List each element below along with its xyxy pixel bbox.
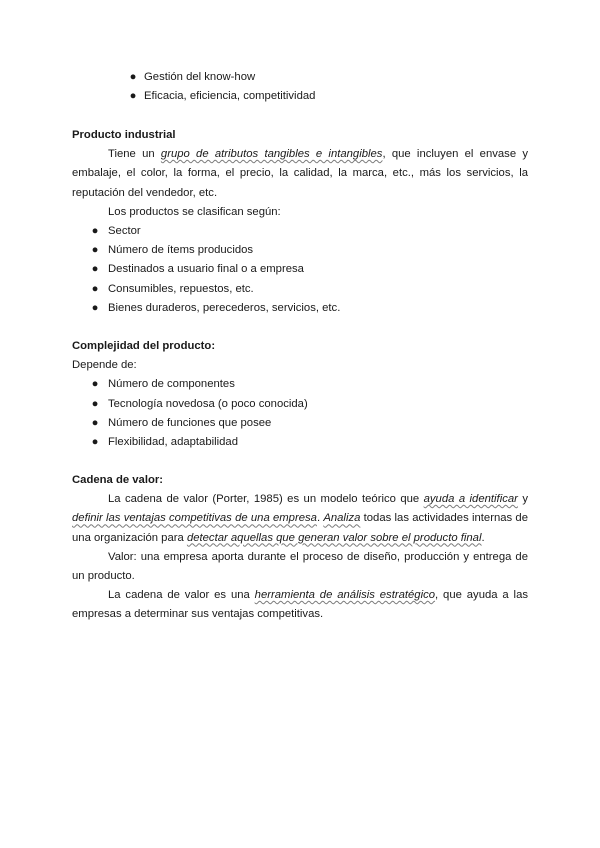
bullet-icon: ● [91,397,99,410]
paragraph: La cadena de valor es una herramienta de análisis estratégico, que ayuda a las empresas a determinar sus ventajas competitivas. [72,589,529,621]
list-item: ● Número de funciones que posee [72,414,528,433]
bullet-icon: ● [129,90,137,103]
list-item: ● Eficacia, eficiencia, competitividad [72,87,528,106]
highlighted-text: detectar aquellas que generan valor sobre el producto final [186,531,482,544]
section-cadena-de-valor [72,471,528,625]
list-item: ● Destinados a usuario final o a empresa [72,260,528,279]
bullet-icon: ● [91,416,99,429]
section-heading: Cadena de valor: [72,474,164,486]
bullet-icon: ● [91,225,99,238]
paragraph: Tiene un grupo de atributos tangibles e intangibles, que incluyen el envase y embalaje, el color, la forma, el precio, la calidad, la marca, etc., más los servicios, la reputación del vendedor, etc. [72,148,528,199]
bullet-list [72,222,528,318]
list-item: ● Flexibilidad, adaptabilidad [72,433,528,452]
bullet-icon: ● [129,71,137,83]
paragraph: La cadena de valor (Porter, 1985) es un modelo teórico que ayuda a identificar y definir las ventajas competitivas de una empresa. Analiza todas las actividades internas de una organización para detectar aquellas que generan valor sobre el producto final. [72,493,528,544]
paragraph: Valor: una empresa aporta durante el proceso de diseño, producción y entrega de un producto. [72,550,528,583]
highlighted-text: definir las ventajas competitivas de una empresa [72,512,317,525]
paragraph: Los productos se clasifican según: [108,205,281,218]
highlighted-text: Analiza [323,512,361,525]
highlighted-text: ayuda a identificar [423,493,518,506]
list-item: ● Gestión del know-how [72,68,528,87]
section-heading: Producto industrial [72,129,176,141]
list-item: ● Bienes duraderos, perecederos, servicios, etc. [72,299,528,318]
bullet-icon: ● [91,301,99,314]
list-item: ● Sector [72,222,528,241]
bullet-list [72,375,528,452]
bullet-icon: ● [91,282,99,295]
highlighted-text: herramienta de análisis estratégico [254,589,436,602]
section-heading: Complejidad del producto: [72,340,216,352]
list-item: ● Número de ítems producidos [72,241,528,260]
section-complejidad [72,337,528,452]
bullet-icon: ● [91,263,99,276]
list-item: ● Tecnología novedosa (o poco conocida) [72,395,528,414]
paragraph: Depende de: [72,359,137,372]
list-item: ● Consumibles, repuestos, etc. [72,280,528,299]
list-item: ● Número de componentes [72,375,528,394]
highlighted-text: grupo de atributos tangibles e intangibles [160,148,383,161]
section-producto-industrial [72,126,528,318]
top-bullet-list [72,68,528,106]
bullet-icon: ● [91,244,99,257]
bullet-icon: ● [91,436,99,449]
bullet-icon: ● [91,378,99,391]
